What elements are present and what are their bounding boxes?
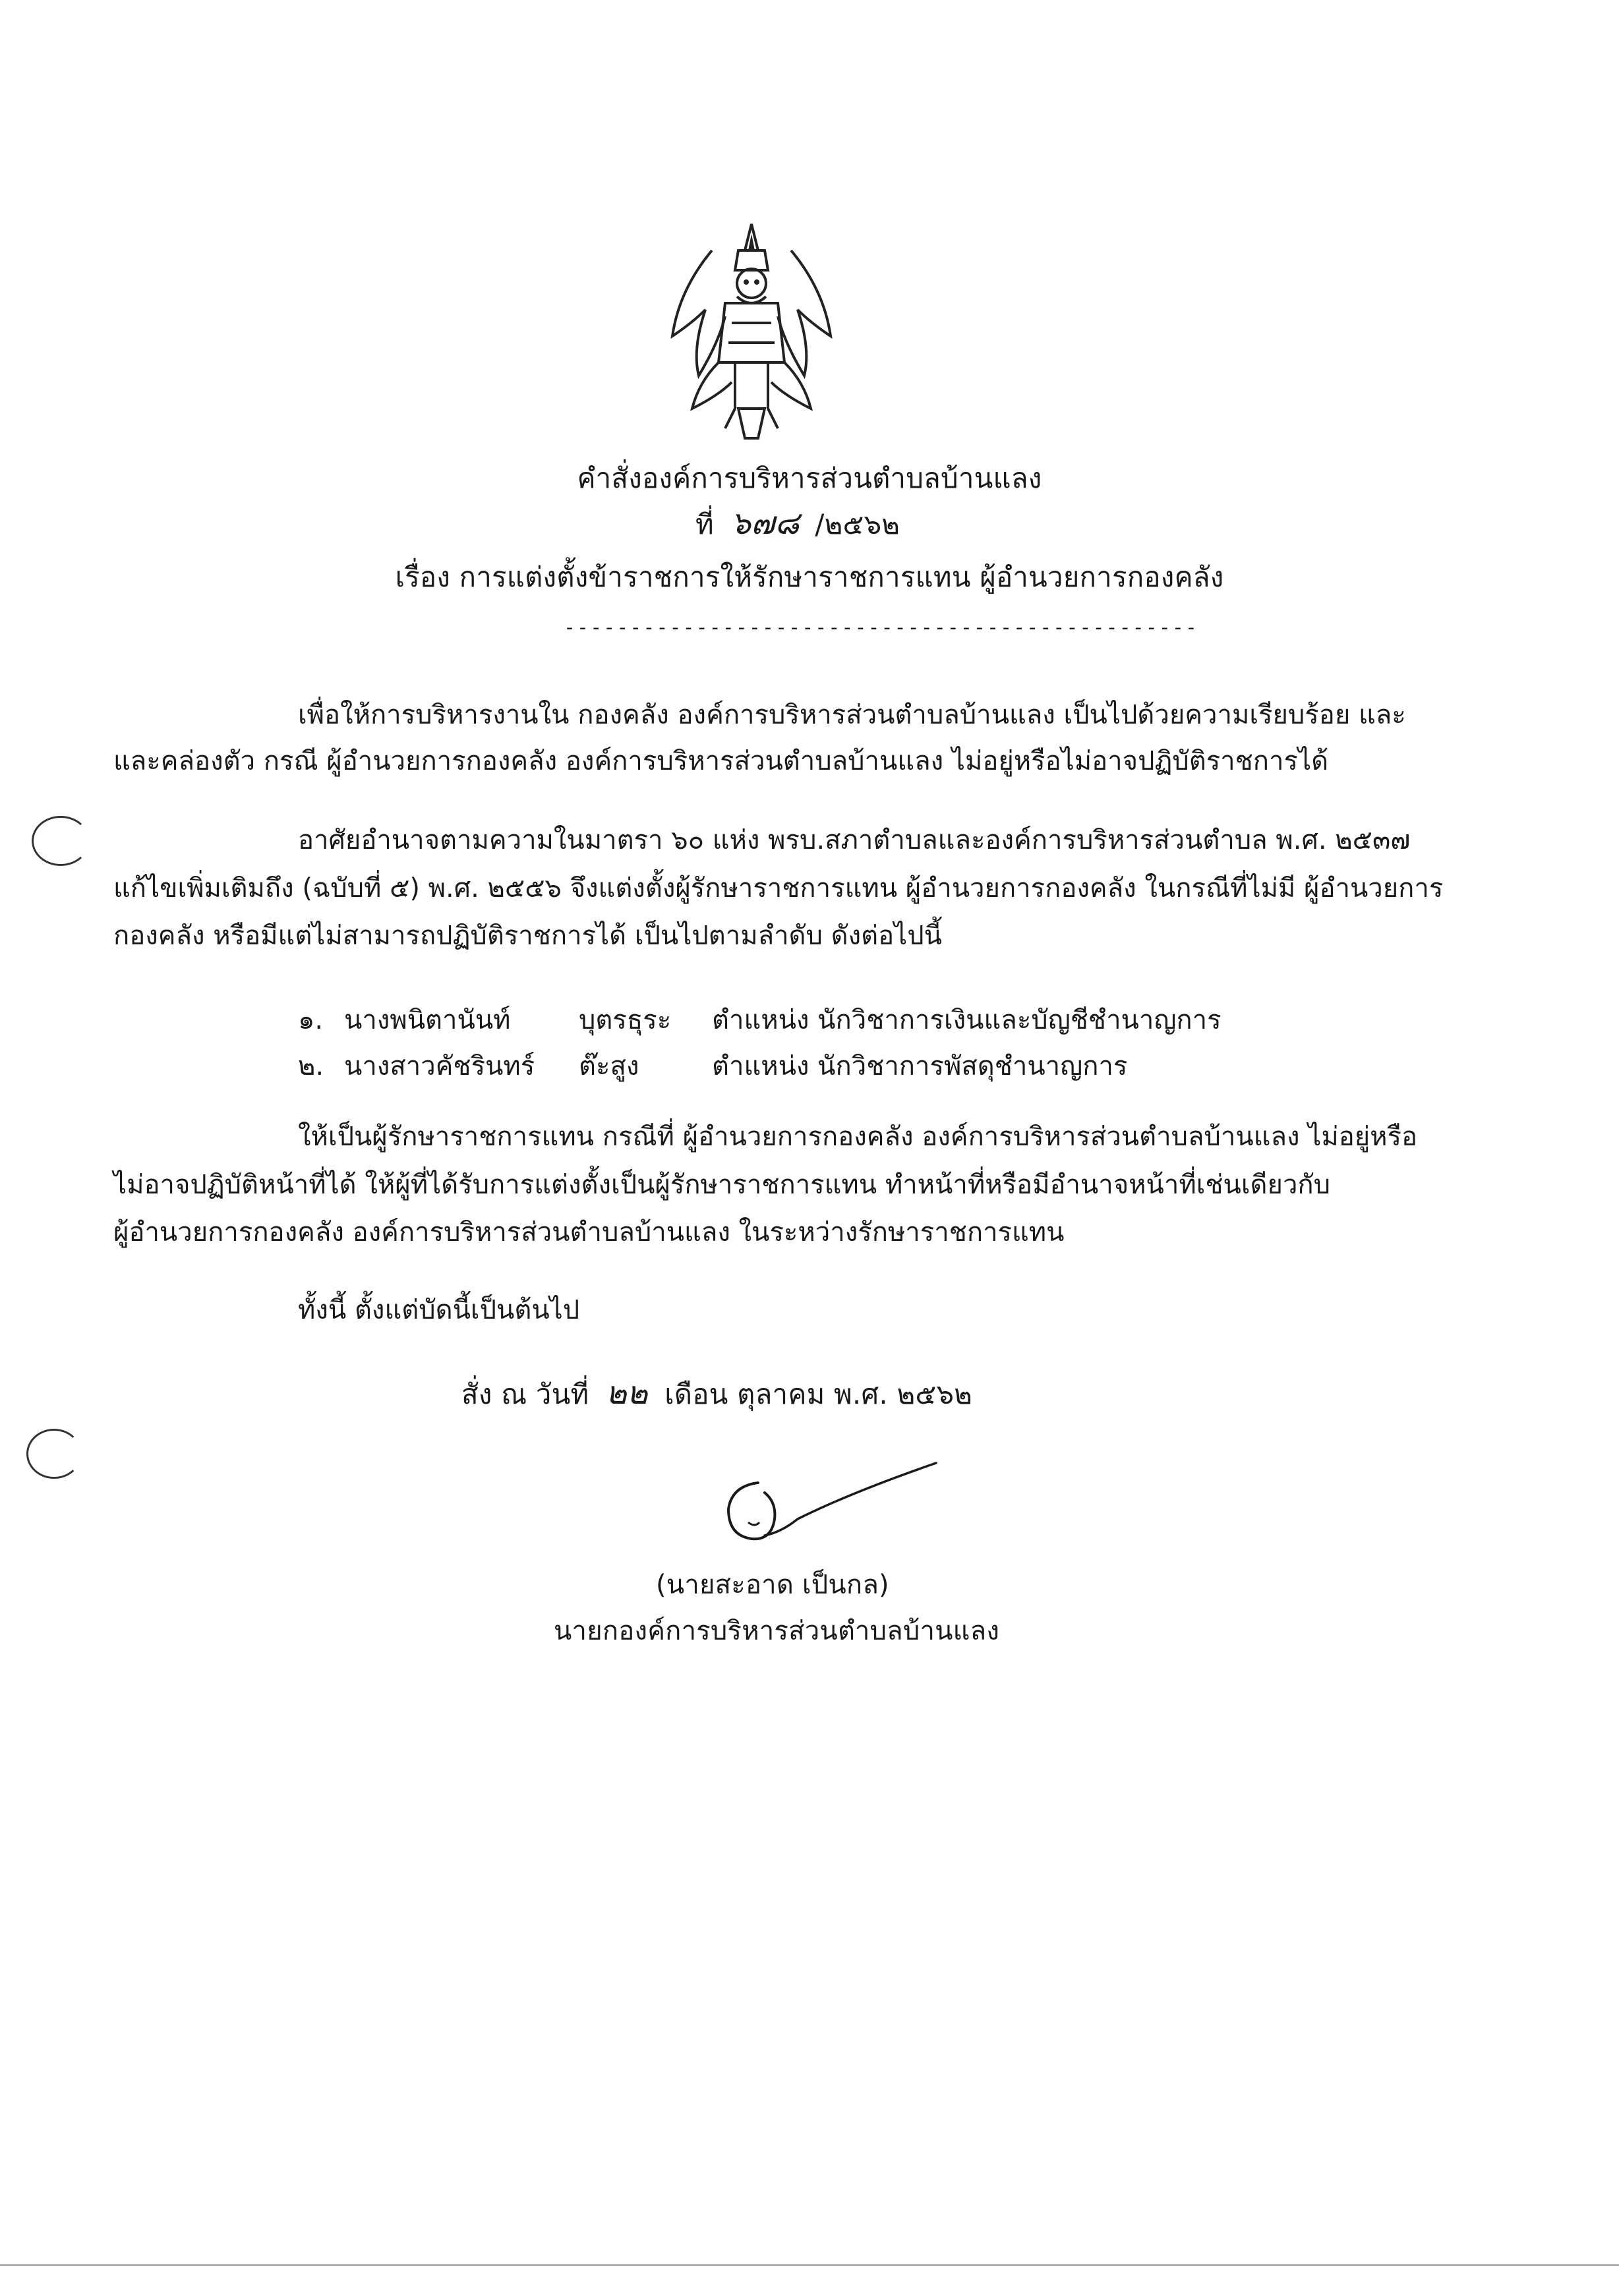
appointee-index: ๑. — [298, 1005, 324, 1035]
paragraph-1-line-1: เพื่อให้การบริหารงานใน กองคลัง องค์การบริหารส่วนตำบลบ้านแลง เป็นไปด้วยความเรียบร้อย และ — [298, 700, 1406, 730]
punch-hole-mark — [32, 816, 90, 866]
document-subject: เรื่อง การแต่งตั้งข้าราชการให้รักษาราชการแทน ผู้อำนวยการกองคลัง — [395, 561, 1224, 593]
paragraph-2-line-1: อาศัยอำนาจตามความในมาตรา ๖๐ แห่ง พรบ.สภาตำบลและองค์การบริหารส่วนตำบล พ.ศ. ๒๕๓๗ — [298, 825, 1411, 855]
paragraph-2-line-3: กองคลัง หรือมีแต่ไม่สามารถปฏิบัติราชการได้ เป็นไปตามลำดับ ดังต่อไปนี้ — [113, 921, 942, 951]
signatory-title: นายกองค์การบริหารส่วนตำบลบ้านแลง — [554, 1616, 1000, 1646]
handwritten-signature-icon — [719, 1456, 943, 1555]
separator-line: ------------------------------------------------ — [564, 616, 1198, 639]
appointee-surname: บุตรธุระ — [579, 1005, 672, 1035]
appointee-name: นางพนิตานันท์ — [344, 1005, 511, 1035]
number-prefix: ที่ — [695, 508, 714, 540]
appointee-position: ตำแหน่ง นักวิชาการพัสดุชำนาญการ — [712, 1051, 1128, 1081]
paragraph-4: ทั้งนี้ ตั้งแต่บัดนี้เป็นต้นไป — [298, 1295, 580, 1325]
paragraph-2-line-2: แก้ไขเพิ่มเติมถึง (ฉบับที่ ๕) พ.ศ. ๒๕๕๖ จึงแต่งตั้งผู้รักษาราชการแทน ผู้อำนวยการกองคลัง ในกรณีที่ไม่มี ผู้อำนวยการ — [113, 873, 1444, 904]
document-number-line — [695, 505, 900, 542]
date-prefix: สั่ง ณ วันที่ — [461, 1378, 589, 1410]
signatory-name: (นายสะอาด เป็นกล) — [656, 1570, 889, 1600]
order-date-line — [461, 1375, 973, 1412]
appointee-position: ตำแหน่ง นักวิชาการเงินและบัญชีชำนาญการ — [712, 1005, 1222, 1035]
paragraph-3-line-2: ไม่อาจปฏิบัติหน้าที่ได้ ให้ผู้ที่ได้รับการแต่งตั้งเป็นผู้รักษาราชการแทน ทำหน้าที่หรือมีอำนาจหน้าที่เช่นเดียวกับ — [113, 1170, 1331, 1200]
number-suffix: /๒๕๖๒ — [815, 508, 900, 540]
appointee-index: ๒. — [298, 1051, 324, 1081]
appointee-name: นางสาวคัชรินทร์ — [344, 1051, 535, 1081]
paragraph-3-line-3: ผู้อำนวยการกองคลัง องค์การบริหารส่วนตำบลบ้านแลง ในระหว่างรักษาราชการแทน — [113, 1217, 1065, 1248]
paragraph-3-line-1: ให้เป็นผู้รักษาราชการแทน กรณีที่ ผู้อำนวยการกองคลัง องค์การบริหารส่วนตำบลบ้านแลง ไม่อยู่หรือ — [298, 1122, 1418, 1152]
date-day: ๒๒ — [605, 1375, 648, 1412]
punch-hole-mark — [26, 1429, 82, 1479]
paragraph-1-line-2: และคล่องตัว กรณี ผู้อำนวยการกองคลัง องค์การบริหารส่วนตำบลบ้านแลง ไม่อยู่หรือไม่อาจปฏิบัติราชการได้ — [113, 746, 1329, 776]
date-rest: เดือน ตุลาคม พ.ศ. ๒๕๖๒ — [664, 1378, 973, 1410]
appointee-surname: ต๊ะสูง — [579, 1051, 639, 1081]
document-heading: คำสั่งองค์การบริหารส่วนตำบลบ้านแลง — [577, 462, 1042, 494]
garuda-emblem-icon — [653, 211, 850, 448]
number-value: ๖๗๘ — [730, 505, 800, 542]
scan-edge-line — [0, 2264, 1619, 2266]
